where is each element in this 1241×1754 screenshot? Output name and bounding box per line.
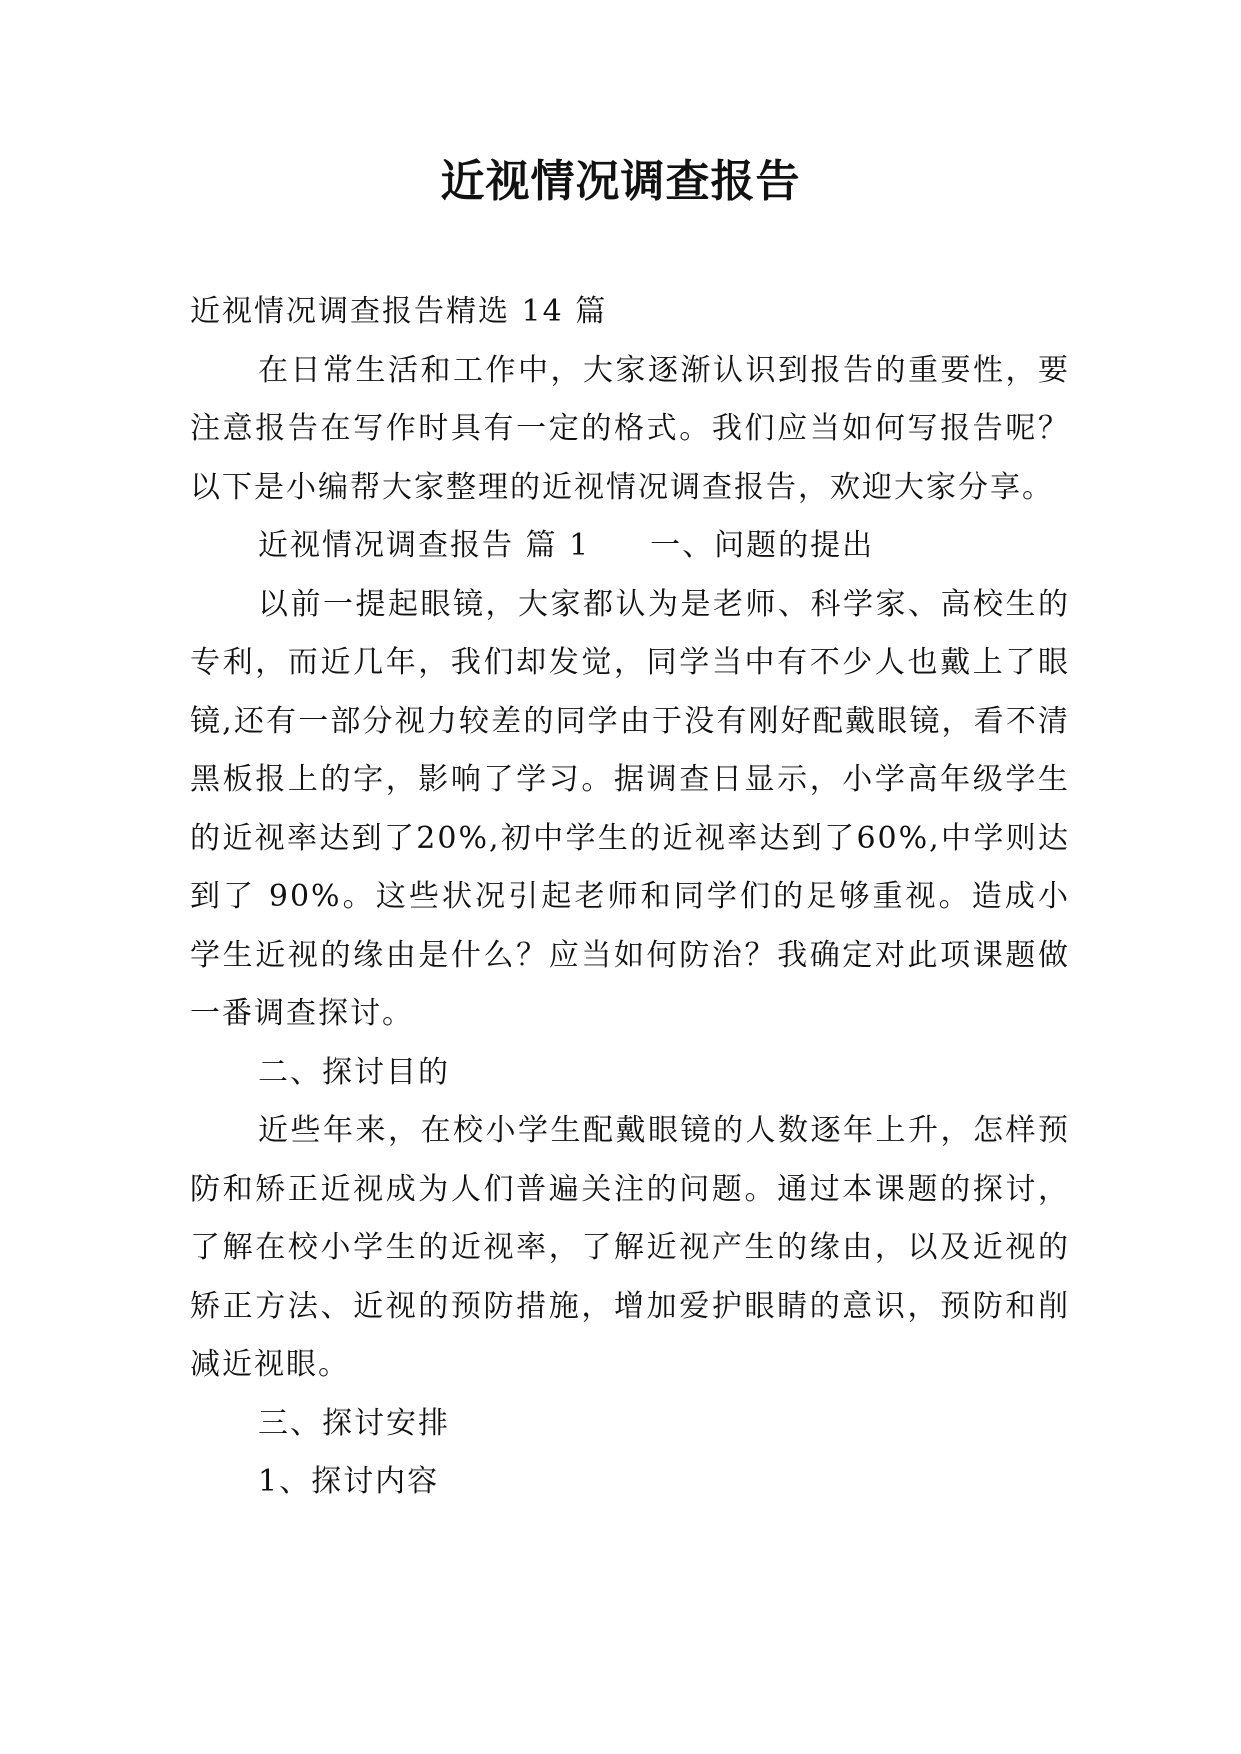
document-body — [190, 283, 1070, 1512]
section-2-body: 近些年来，在校小学生配戴眼镜的人数逐年上升，怎样预防和矫正近视成为人们普遍关注的问题。通过本课题的探讨，了解在校小学生的近视率，了解近视产生的缘由，以及近视的矫正方法、近视的预防措施，增加爱护眼睛的意识，预防和削减近视眼。 — [190, 1113, 1070, 1382]
section-heading-1: 一、问题的提出 — [650, 528, 875, 563]
article-heading-line — [190, 517, 1070, 576]
section-3-item-1: 1、探讨内容 — [258, 1464, 440, 1499]
intro-paragraph: 在日常生活和工作中，大家逐渐认识到报告的重要性，要注意报告在写作时具有一定的格式。我们应当如何写报告呢？以下是小编帮大家整理的近视情况调查报告，欢迎大家分享。 — [190, 352, 1070, 505]
subtitle: 近视情况调查报告精选 14 篇 — [190, 294, 608, 329]
section-1-body: 以前一提起眼镜，大家都认为是老师、科学家、高校生的专利，而近几年，我们却发觉，同学当中有不少人也戴上了眼镜,还有一部分视力较差的同学由于没有刚好配戴眼镜，看不清黑板报上的字，影响了学习。据调查日显示，小学高年级学生的近视率达到了20%,初中学生的近视率达到了60%,中学则达到了 90%。这些状况引起老师和同学们的足够重视。造成小学生近视的缘由是什么？应当如何防治？我确定对此项课题做一番调查探讨。 — [190, 586, 1070, 1031]
document-title: 近视情况调查报告 — [440, 156, 801, 207]
section-heading-2: 二、探讨目的 — [258, 1054, 450, 1090]
article-label: 近视情况调查报告 篇 1 — [258, 528, 591, 563]
section-heading-3: 三、探讨安排 — [258, 1405, 450, 1441]
